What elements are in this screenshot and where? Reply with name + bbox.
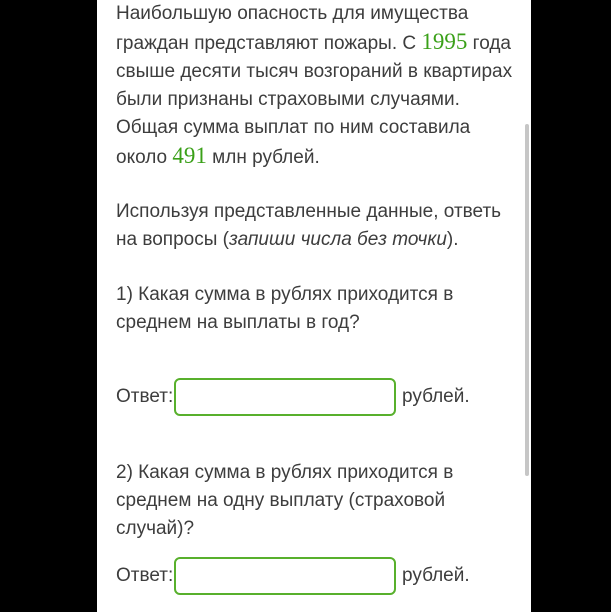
answer-label-2: Ответ: [116,565,174,586]
question-1: 1) Какая сумма в рублях приходится в среднем на выплаты в год? [116,284,454,333]
unit-label-1: рублей. [402,386,470,407]
intro-paragraph [116,0,516,172]
amount-number: 491 [172,143,207,168]
intro-text-1: Наибольшую опасность для имущества граждан представляют пожары. С [116,3,469,54]
year-number: 1995 [421,29,468,54]
answer-row-1 [116,375,521,419]
instruction-italic: запиши числа без точки [228,229,447,250]
instruction-paragraph [116,198,521,254]
answer-input-2[interactable] [174,557,396,595]
instruction-text-2: ). [446,229,459,250]
answer-label-1: Ответ: [116,386,174,407]
instruction-text-1: Используя представленные данные, ответь на вопросы ( [116,201,502,250]
unit-label-2: рублей. [402,565,470,586]
intro-text-3: млн рублей. [206,147,320,168]
question-2: 2) Какая сумма в рублях приходится в среднем на одну выплату (страховой случай)? [116,462,454,539]
scrollbar[interactable] [525,124,529,476]
answer-row-2 [116,554,521,598]
intro-text-2: года свыше десяти тысяч возгораний в квартирах были признаны страховыми случаями. Общая сумма выплат по ним составила около [116,33,513,168]
task-panel [97,0,531,612]
answer-input-1[interactable] [174,378,396,416]
